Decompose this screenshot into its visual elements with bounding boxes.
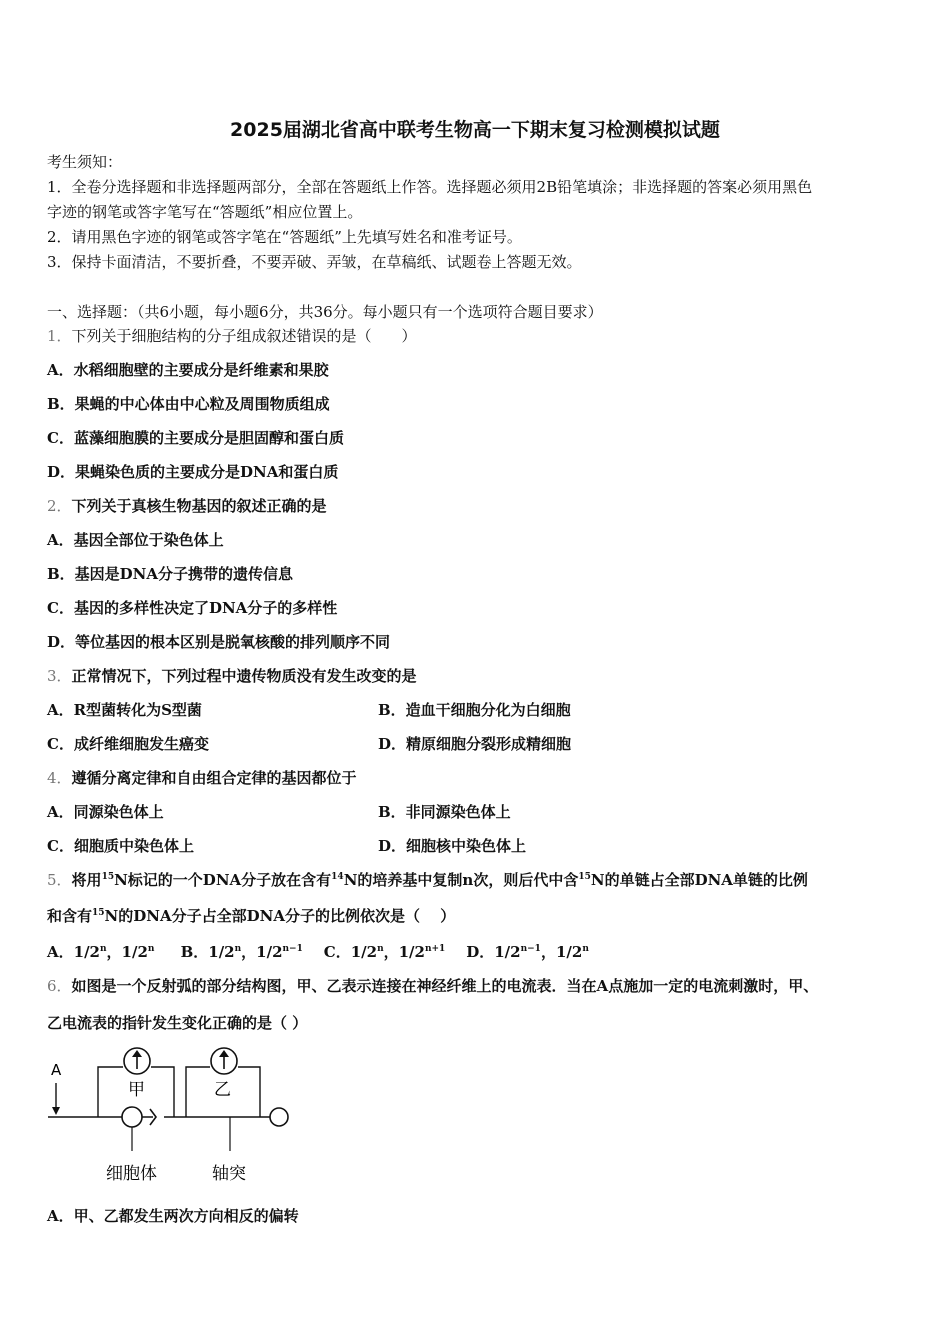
q2-option-a[interactable]: A．基因全部位于染色体上 xyxy=(47,531,224,549)
q5-options xyxy=(47,942,589,962)
q5-option-d[interactable]: D．$1/2^{n-1}$，1/2$^n$ xyxy=(466,943,589,961)
question-2: 2．下列关于真核生物基因的叙述正确的是 xyxy=(47,497,327,515)
notice-item-2: 2．请用黑色字迹的钢笔或答字笔在“答题纸”上先填写姓名和准考证号。 xyxy=(47,228,522,246)
notice-item-1-cont: 字迹的钢笔或答字笔写在“答题纸”相应位置上。 xyxy=(47,203,363,221)
q1-option-a[interactable]: A．水稻细胞壁的主要成分是纤维素和果胶 xyxy=(47,361,329,379)
question-4: 4．遵循分离定律和自由组合定律的基因都位于 xyxy=(47,769,357,787)
section-heading: 一、选择题：（共6小题，每小题6分，共36分。每小题只有一个选项符合题目要求） xyxy=(47,303,603,321)
point-a-label: A xyxy=(51,1061,62,1079)
reflex-arc-diagram xyxy=(44,1043,304,1188)
meter-2-wire-left xyxy=(186,1067,210,1117)
q3-option-d[interactable]: D．精原细胞分裂形成精细胞 xyxy=(378,735,572,753)
question-6-line-1: 6．如图是一个反射弧的部分结构图，甲、乙表示连接在神经纤维上的电流表．当在A点施加一定的电流刺激时，甲、 xyxy=(47,977,819,995)
q4-option-c[interactable]: C．细胞质中染色体上 xyxy=(47,837,194,855)
question-3: 3．正常情况下，下列过程中遗传物质没有发生改变的是 xyxy=(47,667,417,685)
q2-option-c[interactable]: C．基因的多样性决定了DNA分子的多样性 xyxy=(47,599,338,617)
fiber-end-circle xyxy=(270,1108,288,1126)
q2-option-b[interactable]: B．基因是DNA分子携带的遗传信息 xyxy=(47,565,294,583)
q1-option-c[interactable]: C．蓝藻细胞膜的主要成分是胆固醇和蛋白质 xyxy=(47,429,344,447)
notice-heading: 考生须知： xyxy=(47,153,123,171)
q4-option-d[interactable]: D．细胞核中染色体上 xyxy=(378,837,527,855)
q5-option-c[interactable]: C．1/2$^n$，$1/2^{n+1}$ xyxy=(323,943,446,961)
meter-2-label: 乙 xyxy=(214,1080,231,1100)
q1-option-b[interactable]: B．果蝇的中心体由中心粒及周围物质组成 xyxy=(47,395,330,413)
q4-option-b[interactable]: B．非同源染色体上 xyxy=(378,803,511,821)
q5-option-a[interactable]: A．1/2$^n$，1/2$^n$ xyxy=(47,943,155,961)
q3-option-c[interactable]: C．成纤维细胞发生癌变 xyxy=(47,735,209,753)
question-1: 1．下列关于细胞结构的分子组成叙述错误的是（ ） xyxy=(47,327,417,345)
q2-option-d[interactable]: D．等位基因的根本区别是脱氧核酸的排列顺序不同 xyxy=(47,633,391,651)
q1-option-d[interactable]: D．果蝇染色质的主要成分是DNA和蛋白质 xyxy=(47,463,339,481)
axon-label: 轴突 xyxy=(212,1164,246,1184)
cell-body-circle xyxy=(122,1107,142,1127)
cell-body-label: 细胞体 xyxy=(106,1164,157,1184)
meter-1-wire-right xyxy=(151,1067,174,1117)
notice-item-1: 1．全卷分选择题和非选择题两部分，全部在答题纸上作答。选择题必须用2B铅笔填涂；非选择题的答案必须用黑色 xyxy=(47,178,813,196)
question-6-line-2: 乙电流表的指针发生变化正确的是（ ） xyxy=(47,1014,308,1032)
meter-1-wire-left xyxy=(98,1067,123,1117)
question-5-line-1: 5．将用$^{15}$N标记的一个DNA分子放在含有$^{14}$N的培养基中复制n次，则后代中含$^{15}$N的单链占全部DNA单链的比例 xyxy=(47,871,808,889)
q6-option-a[interactable]: A．甲、乙都发生两次方向相反的偏转 xyxy=(47,1207,299,1225)
exam-title: 2025届湖北省高中联考生物高一下期末复习检测模拟试题 xyxy=(230,119,720,141)
stimulus-arrow-head xyxy=(52,1107,60,1115)
notice-item-3: 3．保持卡面清洁，不要折叠，不要弄破、弄皱，在草稿纸、试题卷上答题无效。 xyxy=(47,253,582,271)
question-5-line-2: 和含有$^{15}$N的DNA分子占全部DNA分子的比例依次是（ ） xyxy=(47,907,456,925)
q4-option-a[interactable]: A．同源染色体上 xyxy=(47,803,164,821)
q3-option-a[interactable]: A．R型菌转化为S型菌 xyxy=(47,701,202,719)
meter-2-wire-right xyxy=(238,1067,260,1117)
q3-option-b[interactable]: B．造血干细胞分化为白细胞 xyxy=(378,701,571,719)
meter-1-label: 甲 xyxy=(128,1080,145,1100)
q5-option-b[interactable]: B．1/2$^n$，$1/2^{n-1}$ xyxy=(180,943,303,961)
